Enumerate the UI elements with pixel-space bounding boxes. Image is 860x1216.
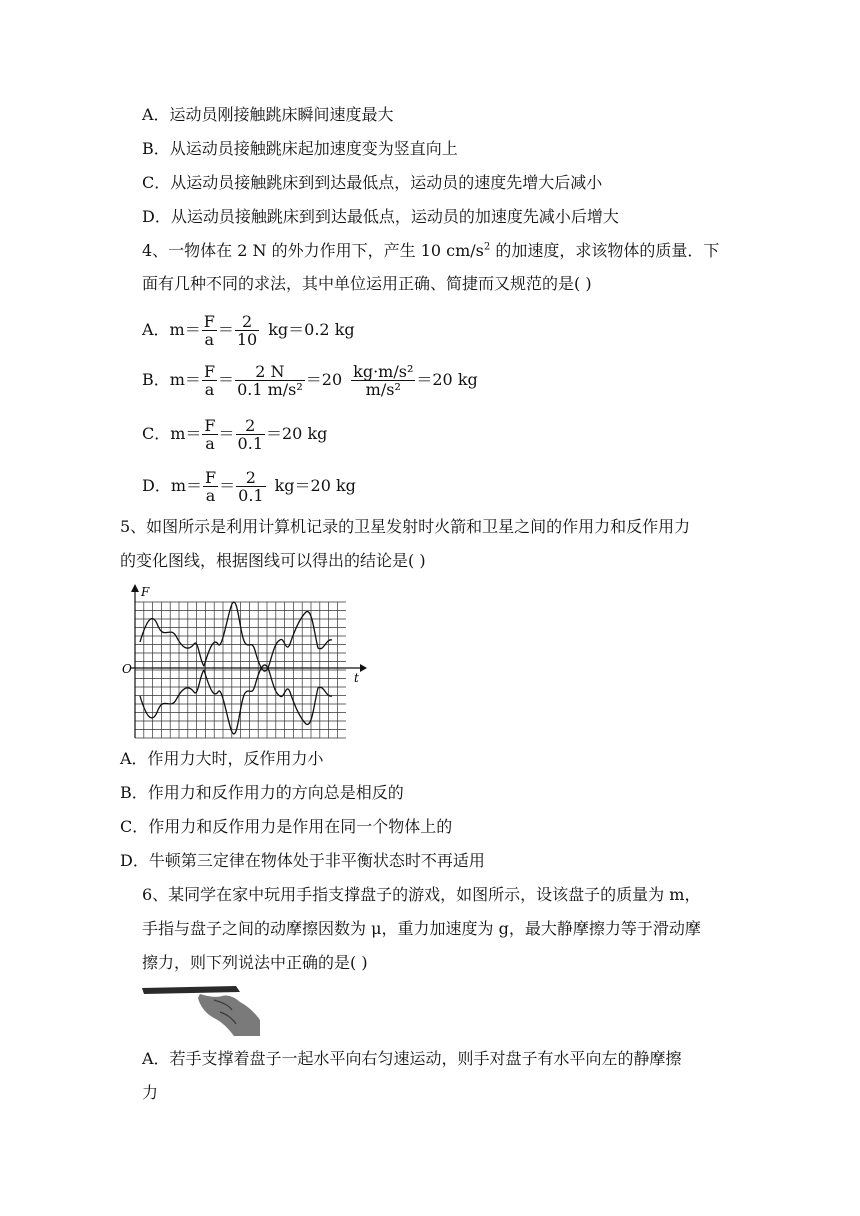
fraction-value [236, 469, 265, 504]
hand-icon [198, 994, 260, 1036]
denominator: a [205, 433, 215, 453]
q4-stem-line2: 面有几种不同的求法，其中单位运用正确、简捷而又规范的是( ) [142, 274, 592, 293]
q6-stem-line3: 擦力，则下列说法中正确的是( ) [142, 953, 368, 972]
q6-option-a-line1: A．若手支撑着盘子一起水平向右匀速运动，则手对盘子有水平向左的静摩擦 [142, 1049, 682, 1068]
plate-icon [142, 986, 240, 994]
q4-stem-line1 [142, 240, 719, 262]
numerator: F [205, 467, 217, 487]
numerator: kg·m/s² [353, 361, 414, 381]
q6-option-a-line2: 力 [142, 1083, 159, 1102]
denominator: a [204, 329, 215, 349]
q5-option-d: D．牛顿第三定律在物体处于非平衡状态时不再适用 [120, 851, 485, 870]
origin-label: O [122, 662, 132, 676]
finger-plate-image [140, 984, 264, 1036]
numerator: 2 [235, 313, 259, 331]
q3-option-d: D．从运动员接触跳床到到达最低点，运动员的加速度先减小后增大 [142, 207, 619, 226]
fraction-units [351, 363, 415, 398]
denominator: 0.1 m/s² [237, 379, 303, 399]
numerator: F [204, 415, 216, 435]
q4-option-c [142, 414, 327, 454]
q6-stem-line1: 6、某同学在家中玩用手指支撑盘子的游戏，如图所示，设该盘子的质量为 m， [142, 885, 701, 904]
numerator: F [203, 361, 216, 381]
q5-option-b: B．作用力和反作用力的方向总是相反的 [120, 783, 404, 802]
q4-stem-superscript: 2 [483, 241, 491, 253]
q6-stem-line2: 手指与盘子之间的动摩擦因数为 μ，重力加速度为 g，最大静摩擦力等于滑动摩 [142, 919, 701, 938]
mid-text: ＝20 [305, 370, 343, 389]
q5-stem-line2: 的变化图线，根据图线可以得出的结论是( ) [120, 551, 426, 570]
force-time-graph [122, 582, 372, 742]
numerator: 2 [236, 417, 265, 435]
numerator: F [203, 311, 215, 331]
numerator: 2 [236, 469, 265, 487]
q4-stem-text-cont: 的加速度，求该物体的质量．下 [490, 241, 720, 260]
result-text: kg＝0.2 kg [268, 320, 355, 339]
q5-option-a: A．作用力大时，反作用力小 [120, 749, 324, 768]
equals-sign: ＝ [218, 370, 235, 389]
option-label: B．m＝ [142, 370, 201, 389]
denominator: 10 [236, 329, 258, 349]
q4-option-d [142, 466, 356, 506]
fraction-value [235, 363, 305, 398]
t-axis-arrow-icon [360, 664, 367, 672]
equals-sign: ＝ [217, 320, 234, 339]
fraction-value [235, 313, 259, 348]
graph-grid [135, 602, 346, 738]
f-axis-arrow-icon [131, 584, 139, 592]
q4-option-a [142, 310, 355, 350]
denominator: m/s² [365, 379, 401, 399]
result-text: ＝20 kg [266, 424, 328, 443]
q4-stem-text: 4、一物体在 2 N 的外力作用下，产生 10 cm/s [142, 241, 484, 260]
fraction-f-over-a [202, 363, 217, 398]
denominator: a [204, 379, 215, 399]
q3-option-b: B．从运动员接触跳床起加速度变为竖直向上 [142, 139, 458, 158]
q5-stem-line1: 5、如图所示是利用计算机记录的卫星发射时火箭和卫星之间的作用力和反作用力 [120, 517, 691, 536]
option-label: C．m＝ [142, 424, 202, 443]
option-label: A．m＝ [142, 320, 201, 339]
fraction-f-over-a [203, 469, 218, 504]
equals-sign: ＝ [219, 476, 236, 495]
f-axis-label: F [141, 585, 150, 599]
option-label: D．m＝ [142, 476, 203, 495]
result-text: ＝20 kg [416, 370, 478, 389]
fraction-f-over-a [202, 417, 217, 452]
denominator: a [205, 485, 216, 505]
numerator: 2 N [235, 363, 305, 381]
action-force-curve [140, 602, 332, 671]
fraction-f-over-a [202, 313, 217, 348]
equals-sign: ＝ [218, 424, 235, 443]
result-text: kg＝20 kg [274, 476, 356, 495]
t-axis-label: t [354, 671, 359, 685]
reaction-force-curve [140, 665, 332, 734]
denominator: 0.1 [238, 485, 264, 505]
q5-option-c: C．作用力和反作用力是作用在同一个物体上的 [120, 817, 453, 836]
q3-option-c: C．从运动员接触跳床到到达最低点，运动员的速度先增大后减小 [142, 173, 603, 192]
q4-option-b [142, 360, 478, 400]
fraction-value [236, 417, 265, 452]
q3-option-a: A．运动员刚接触跳床瞬间速度最大 [142, 105, 394, 124]
denominator: 0.1 [237, 433, 263, 453]
